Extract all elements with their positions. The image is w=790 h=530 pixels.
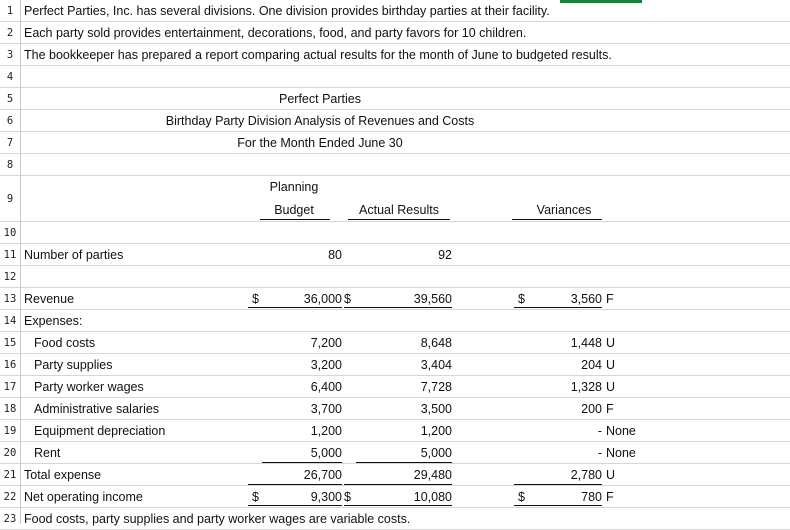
expense-actual[interactable]: 7,728 <box>420 380 452 394</box>
expense-label[interactable]: Food costs <box>34 336 96 350</box>
row-header[interactable]: 12 <box>0 266 20 288</box>
total-label[interactable]: Total expense <box>24 468 102 482</box>
row-header[interactable]: 1 <box>0 0 20 22</box>
total-underline <box>356 462 452 463</box>
total-flag[interactable]: U <box>606 468 616 482</box>
footnote[interactable]: Food costs, party supplies and party worker wages are variable costs. <box>24 512 411 526</box>
expense-variance[interactable]: 200 <box>581 402 602 416</box>
row-header[interactable]: 4 <box>0 66 20 88</box>
header-variances[interactable]: Variances <box>536 203 592 217</box>
revenue-variance[interactable]: 3,560 <box>570 292 602 306</box>
currency-sign[interactable]: $ <box>252 292 259 306</box>
row-header[interactable]: 10 <box>0 222 20 244</box>
expense-actual[interactable]: 5,000 <box>420 446 452 460</box>
row-header[interactable]: 23 <box>0 508 20 530</box>
expense-budget[interactable]: 7,200 <box>310 336 342 350</box>
revenue-actual[interactable]: 39,560 <box>413 292 452 306</box>
expense-label[interactable]: Party supplies <box>34 358 113 372</box>
header-budget[interactable]: Budget <box>274 203 314 217</box>
expense-flag[interactable]: None <box>606 446 636 460</box>
expense-actual[interactable]: 8,648 <box>420 336 452 350</box>
expense-variance[interactable]: - <box>597 424 602 438</box>
intro-line-3[interactable]: The bookkeeper has prepared a report comparing actual results for the month of June to budgeted results. <box>24 48 612 62</box>
row-header[interactable]: 5 <box>0 88 20 110</box>
header-planning[interactable]: Planning <box>269 180 319 194</box>
revenue-label[interactable]: Revenue <box>24 292 75 306</box>
intro-line-1[interactable]: Perfect Parties, Inc. has several divisions. One division provides birthday parties at their facility. <box>24 4 550 18</box>
row-header[interactable]: 16 <box>0 354 20 376</box>
row-header[interactable]: 11 <box>0 244 20 266</box>
expense-budget[interactable]: 3,700 <box>310 402 342 416</box>
double-underline <box>514 505 602 506</box>
section-underline <box>248 307 342 308</box>
expense-label[interactable]: Party worker wages <box>34 380 144 394</box>
total-actual[interactable]: 29,480 <box>413 468 452 482</box>
currency-sign[interactable]: $ <box>252 490 259 504</box>
expense-label[interactable]: Rent <box>34 446 61 460</box>
noi-budget[interactable]: 9,300 <box>310 490 342 504</box>
revenue-budget[interactable]: 36,000 <box>303 292 342 306</box>
total-budget[interactable]: 26,700 <box>303 468 342 482</box>
expense-budget[interactable]: 6,400 <box>310 380 342 394</box>
header-underline <box>348 219 450 220</box>
expense-variance[interactable]: 1,448 <box>570 336 602 350</box>
expense-variance[interactable]: 204 <box>581 358 602 372</box>
noi-actual[interactable]: 10,080 <box>413 490 452 504</box>
row-header[interactable]: 3 <box>0 44 20 66</box>
currency-sign[interactable]: $ <box>518 490 525 504</box>
row-header[interactable]: 20 <box>0 442 20 464</box>
expense-flag[interactable]: U <box>606 380 616 394</box>
currency-sign[interactable]: $ <box>344 292 351 306</box>
expense-variance[interactable]: - <box>597 446 602 460</box>
expense-actual[interactable]: 1,200 <box>420 424 452 438</box>
row-header[interactable]: 8 <box>0 154 20 176</box>
row-header[interactable]: 14 <box>0 310 20 332</box>
revenue-flag[interactable]: F <box>606 292 614 306</box>
total-underline <box>262 462 342 463</box>
report-subtitle[interactable]: Birthday Party Division Analysis of Revenues and Costs <box>165 114 475 128</box>
row-header[interactable]: 18 <box>0 398 20 420</box>
expense-budget[interactable]: 1,200 <box>310 424 342 438</box>
expense-flag[interactable]: U <box>606 358 616 372</box>
row-header[interactable]: 7 <box>0 132 20 154</box>
row-header[interactable]: 13 <box>0 288 20 310</box>
row-header[interactable]: 2 <box>0 22 20 44</box>
row-header[interactable]: 19 <box>0 420 20 442</box>
expense-budget[interactable]: 3,200 <box>310 358 342 372</box>
row-header[interactable]: 17 <box>0 376 20 398</box>
currency-sign[interactable]: $ <box>344 490 351 504</box>
parties-budget[interactable]: 80 <box>328 248 342 262</box>
row-header[interactable]: 15 <box>0 332 20 354</box>
total-underline <box>248 484 342 485</box>
total-variance[interactable]: 2,780 <box>570 468 602 482</box>
section-underline <box>514 307 602 308</box>
row-header[interactable]: 6 <box>0 110 20 132</box>
expense-actual[interactable]: 3,404 <box>420 358 452 372</box>
noi-variance[interactable]: 780 <box>581 490 602 504</box>
report-title[interactable]: Perfect Parties <box>279 92 361 106</box>
expense-label[interactable]: Administrative salaries <box>34 402 160 416</box>
total-underline <box>514 484 602 485</box>
section-underline <box>344 307 452 308</box>
header-actual[interactable]: Actual Results <box>359 203 439 217</box>
header-underline <box>512 219 602 220</box>
total-underline <box>344 484 452 485</box>
expense-label[interactable]: Equipment depreciation <box>34 424 166 438</box>
row-header[interactable]: 9 <box>0 176 20 222</box>
double-underline <box>248 505 342 506</box>
row-gridline <box>0 175 790 176</box>
row-header[interactable]: 22 <box>0 486 20 508</box>
row-header-divider <box>20 0 21 524</box>
expense-flag[interactable]: F <box>606 402 614 416</box>
row-header[interactable]: 21 <box>0 464 20 486</box>
double-underline <box>344 505 452 506</box>
currency-sign[interactable]: $ <box>518 292 525 306</box>
expense-variance[interactable]: 1,328 <box>570 380 602 394</box>
noi-label[interactable]: Net operating income <box>24 490 143 504</box>
expense-budget[interactable]: 5,000 <box>310 446 342 460</box>
expenses-label[interactable]: Expenses: <box>24 314 83 328</box>
parties-actual[interactable]: 92 <box>438 248 452 262</box>
report-period[interactable]: For the Month Ended June 30 <box>237 136 403 150</box>
expense-flag[interactable]: U <box>606 336 616 350</box>
header-underline <box>260 219 330 220</box>
expense-flag[interactable]: None <box>606 424 636 438</box>
parties-label[interactable]: Number of parties <box>24 248 124 262</box>
intro-line-2[interactable]: Each party sold provides entertainment, decorations, food, and party favors for 10 children. <box>24 26 527 40</box>
expense-actual[interactable]: 3,500 <box>420 402 452 416</box>
noi-flag[interactable]: F <box>606 490 614 504</box>
